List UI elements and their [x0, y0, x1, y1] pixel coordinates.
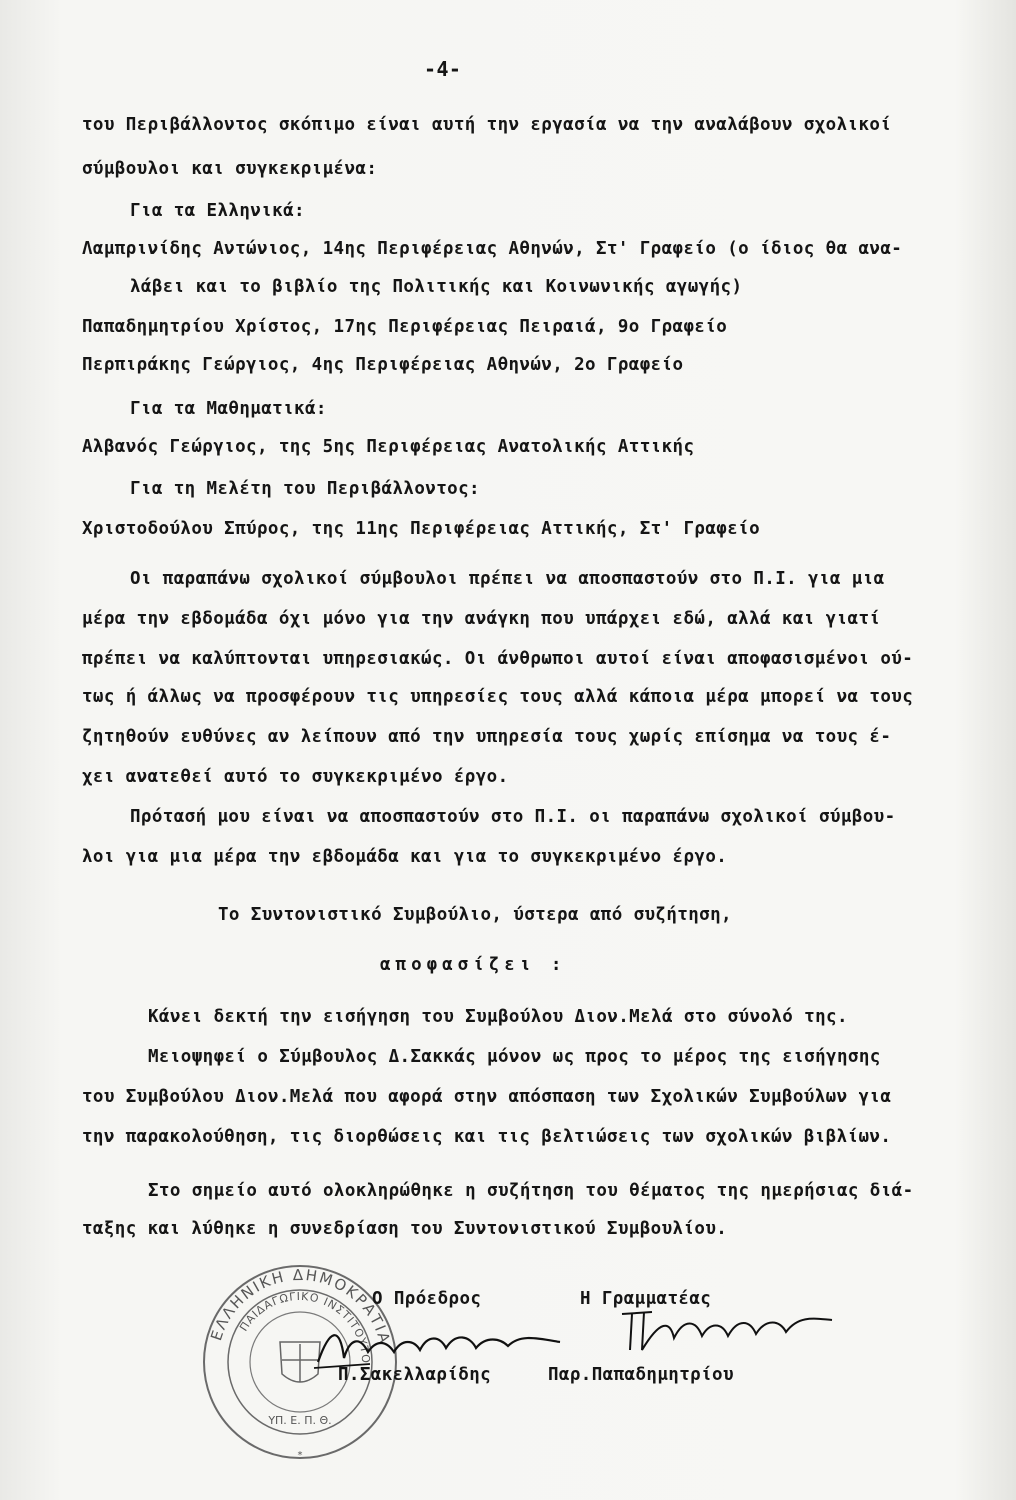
text-line: του Συμβούλου Διον.Μελά που αφορά στην απόσπαση των Σχολικών Συμβούλων για — [82, 1087, 892, 1107]
text-line: λοι για μια μέρα την εβδομάδα και για το συγκεκριμένο έργο. — [82, 847, 728, 867]
secretary-title: Η Γραμματέας — [580, 1289, 712, 1309]
text-line: Αλβανός Γεώργιος, της 5ης Περιφέρειας Ανατολικής Αττικής — [82, 437, 695, 457]
text-line: Παπαδημητρίου Χρίστος, 17ης Περιφέρειας Πειραιά, 9ο Γραφείο — [82, 317, 728, 337]
text-line: σύμβουλοι και συγκεκριμένα: — [82, 159, 378, 179]
svg-text:ΥΠ. Ε. Π. Θ.: ΥΠ. Ε. Π. Θ. — [268, 1414, 332, 1427]
text-line: Χριστοδούλου Σπύρος, της 11ης Περιφέρειας Αττικής, Στ' Γραφείο — [82, 519, 761, 539]
text-line: Πρότασή μου είναι να αποσπαστούν στο Π.Ι. οι παραπάνω σχολικοί σύμβου- — [130, 807, 896, 827]
secretary-signature — [612, 1300, 842, 1360]
text-line: Στο σημείο αυτό ολοκληρώθηκε η συζήτηση του θέματος της ημερήσιας διά- — [148, 1181, 914, 1201]
text-line: Μειοψηφεί ο Σύμβουλος Δ.Σακκάς μόνον ως προς το μέρος της εισήγησης — [148, 1047, 881, 1067]
text-line: ταξης και λύθηκε η συνεδρίαση του Συντονιστικού Συμβουλίου. — [82, 1219, 728, 1239]
text-line: την παρακολούθηση, τις διορθώσεις και τις βελτιώσεις των σχολικών βιβλίων. — [82, 1127, 892, 1147]
text-line: λάβει και το βιβλίο της Πολιτικής και Κοινωνικής αγωγής) — [130, 277, 743, 297]
text-line: του Περιβάλλοντος σκόπιμο είναι αυτή την εργασία να την αναλάβουν σχολικοί — [82, 115, 892, 135]
section-heading: Για τα Ελληνικά: — [130, 201, 305, 221]
text-line: Οι παραπάνω σχολικοί σύμβουλοι πρέπει να αποσπαστούν στο Π.Ι. για μια — [130, 569, 885, 589]
svg-text:ΕΛΛΗΝΙΚΗ ΔΗΜΟΚΡΑΤΙΑ: ΕΛΛΗΝΙΚΗ ΔΗΜΟΚΡΑΤΙΑ — [207, 1265, 395, 1347]
text-line: πρέπει να καλύπτονται υπηρεσιακώς. Οι άνθρωποι αυτοί είναι αποφασισμένοι ού- — [82, 649, 914, 669]
page-number: -4- — [424, 57, 462, 81]
text-line: Το Συντονιστικό Συμβούλιο, ύστερα από συζήτηση, — [218, 905, 732, 925]
text-line: Περπιράκης Γεώργιος, 4ης Περιφέρειας Αθηνών, 2ο Γραφείο — [82, 355, 684, 375]
text-line: Λαμπρινίδης Αντώνιος, 14ης Περιφέρειας Αθηνών, Στ' Γραφείο (ο ίδιος θα ανα- — [82, 239, 903, 259]
section-heading: Για τα Μαθηματικά: — [130, 399, 327, 419]
text-line: Κάνει δεκτή την εισήγηση του Συμβούλου Διον.Μελά στο σύνολό της. — [148, 1007, 848, 1027]
text-line: ζητηθούν ευθύνες αν λείπουν από την υπηρεσία τους χωρίς επίσημα να τους έ- — [82, 727, 892, 747]
president-name: Π.Σακελλαρίδης — [338, 1365, 492, 1385]
text-line: μέρα την εβδομάδα όχι μόνο για την ανάγκη που υπάρχει εδώ, αλλά και γιατί — [82, 609, 881, 629]
secretary-name: Παρ.Παπαδημητρίου — [548, 1365, 734, 1385]
text-line: τως ή άλλως να προσφέρουν τις υπηρεσίες τους αλλά κάποια μέρα μπορεί να τους — [82, 687, 914, 707]
svg-text:*: * — [297, 1450, 303, 1461]
section-heading: Για τη Μελέτη του Περιβάλλοντος: — [130, 479, 480, 499]
svg-text:ΠΑΙΔΑΓΩΓΙΚΟ ΙΝΣΤΙΤΟΥΤΟ: ΠΑΙΔΑΓΩΓΙΚΟ ΙΝΣΤΙΤΟΥΤΟ — [237, 1289, 373, 1365]
president-title: Ο Πρόεδρος — [372, 1289, 482, 1309]
decision-heading: αποφασίζει : — [380, 955, 567, 975]
text-line: χει ανατεθεί αυτό το συγκεκριμένο έργο. — [82, 767, 509, 787]
